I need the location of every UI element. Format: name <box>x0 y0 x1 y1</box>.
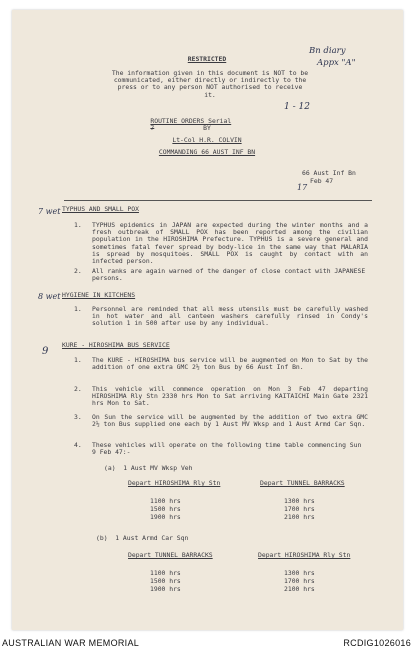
timetable-a-time: 1900 hrs <box>150 513 181 521</box>
handwritten-serial: 1 - 12 <box>284 102 310 112</box>
timetable-b-col2-head: Depart HIROSHIMA Rly Stn <box>258 551 351 559</box>
timetable-b-time: 2100 hrs <box>284 585 315 593</box>
restricted-title: RESTRICTED <box>187 55 227 63</box>
timetable-b-time: 1500 hrs <box>150 577 181 585</box>
para-text: This vehicle will commence operation on Mon 3 Feb 47 departing HIROSHIMA Rly Stn 2330 hrs Mon to Sat arriving KAITAICHI Main Gate 2321 hrs Mon to Sat. <box>92 385 368 408</box>
by-label: BY <box>203 124 211 132</box>
footer-source: AUSTRALIAN WAR MEMORIAL <box>2 638 140 648</box>
section-heading-hygiene: HYGIENE IN KITCHENS <box>62 291 136 299</box>
para-num: 4. <box>74 441 82 449</box>
reference-date: Feb 47 <box>310 177 334 185</box>
handwritten-margin-7: 7 wet <box>38 207 61 216</box>
timetable-a-time: 1500 hrs <box>150 505 181 513</box>
para-text: The KURE - HIROSHIMA bus service will be augmented on Mon to Sat by the addition of one extra GMC 2½ ton Bus by 66 Aust Inf Bn. <box>92 356 368 372</box>
handwritten-appendix-note: Appx "A" <box>317 58 356 68</box>
para-num: 1. <box>74 221 82 229</box>
handwritten-margin-8: 8 wet <box>38 292 61 301</box>
timetable-a-time: 2100 hrs <box>284 513 315 521</box>
reference-unit: 66 Aust Inf Bn <box>302 169 356 177</box>
commander-name: Lt-Col H.R. COLVIN <box>172 136 242 144</box>
header-divider <box>64 200 372 201</box>
timetable-b-time: 1700 hrs <box>284 577 315 585</box>
para-num: 2. <box>74 267 82 275</box>
para-text: TYPHUS epidemics in JAPAN are expected during the winter months and a fresh outbreak of SMALL POX has been reported among the civilian population in the HIROSHIMA Prefecture. TYPHUS is a severe general and sometimes fatal fever spread by body-lice in the same way that MALARIA is spread by mosquitoes. SMALL POX is caught by contact with an infected person. <box>92 221 368 266</box>
handwritten-ref-number: 17 <box>297 183 308 192</box>
timetable-b-time: 1900 hrs <box>150 585 181 593</box>
timetable-a-time: 1100 hrs <box>150 497 181 505</box>
para-text: On Sun the service will be augmented by the addition of two extra GMC 2½ ton Bus supplied one each by 1 Aust MV Wksp and 1 Aust Armd Car Sqn. <box>92 413 368 429</box>
archive-footer <box>0 633 415 653</box>
para-text: Personnel are reminded that all mess utensils must be carefully washed in hot water and all canteen washers carefully rinsed in Condy's solution 1 in 500 after use by any individual. <box>92 305 368 328</box>
para-num: 1. <box>74 356 82 364</box>
para-text: All ranks are again warned of the danger of close contact with JAPANESE persons. <box>92 267 366 283</box>
orders-title: ROUTINE ORDERS Serial 7 <box>150 117 232 133</box>
section-heading-typhus: TYPHUS AND SMALL POX <box>62 205 139 213</box>
para-num: 3. <box>74 413 82 421</box>
handwritten-diary-note: Bn diary <box>309 46 346 56</box>
footer-reference: RCDIG1026016 <box>343 638 411 648</box>
commanding-unit: COMMANDING 66 AUST INF BN <box>158 148 256 156</box>
handwritten-margin-9: 9 <box>42 346 49 357</box>
timetable-b-time: 1300 hrs <box>284 569 315 577</box>
timetable-a-time: 1700 hrs <box>284 505 315 513</box>
timetable-b-label: (b) 1 Aust Armd Car Sqn <box>96 534 189 542</box>
document-page <box>12 10 403 630</box>
para-text: These vehicles will operate on the following time table commencing Sun 9 Feb 47:- <box>92 441 362 457</box>
para-num: 1. <box>74 305 82 313</box>
section-heading-bus-service: KURE - HIROSHIMA BUS SERVICE <box>62 341 170 349</box>
restriction-notice: The information given in this document is NOT to be communicated, either directly or indirectly to the press or to any person NOT authorised to receive it. <box>111 69 309 99</box>
timetable-a-label: (a) 1 Aust MV Wksp Veh <box>104 464 193 472</box>
timetable-a-col1-head: Depart HIROSHIMA Rly Stn <box>128 479 221 487</box>
para-num: 2. <box>74 385 82 393</box>
timetable-a-col2-head: Depart TUNNEL BARRACKS <box>260 479 345 487</box>
timetable-a-time: 1300 hrs <box>284 497 315 505</box>
timetable-b-col1-head: Depart TUNNEL BARRACKS <box>128 551 213 559</box>
timetable-b-time: 1100 hrs <box>150 569 181 577</box>
